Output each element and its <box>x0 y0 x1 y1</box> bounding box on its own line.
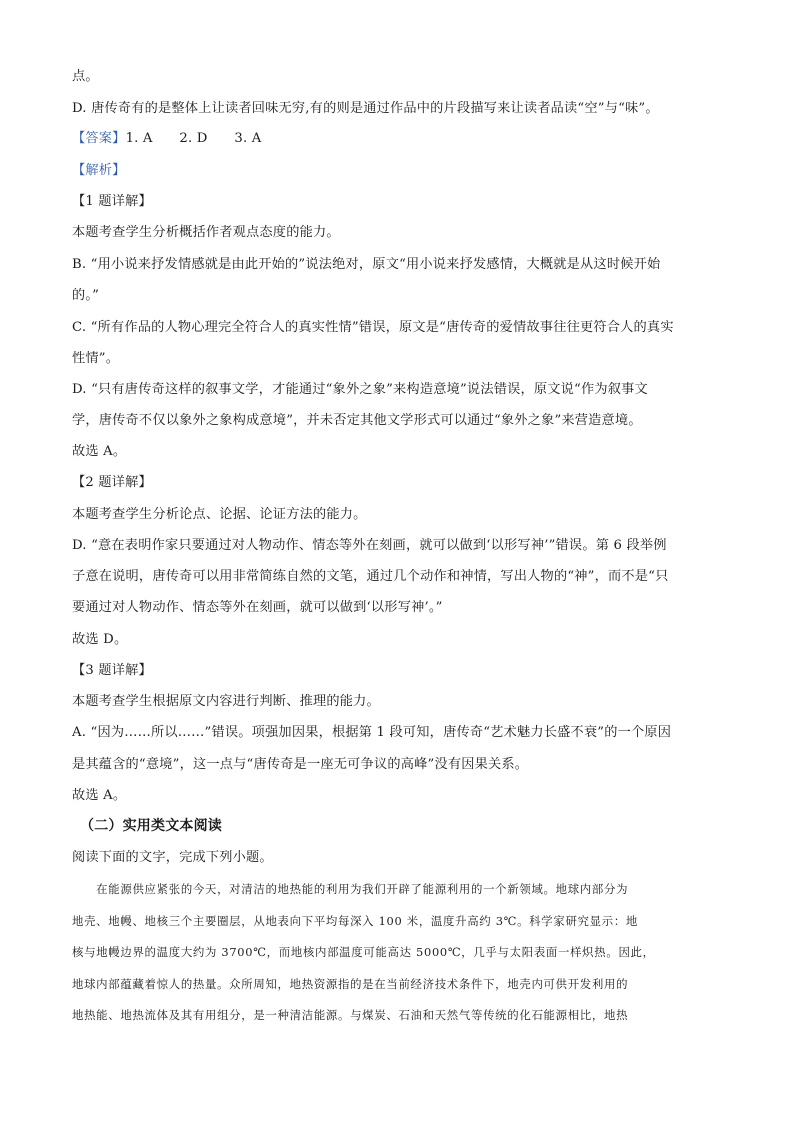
text-line: 故选 D。 <box>72 632 128 647</box>
text-line: 故选 A。 <box>72 444 127 459</box>
analysis-heading: 【解析】 <box>72 163 126 178</box>
instruction-line: 阅读下面的文字，完成下列小题。 <box>72 850 273 865</box>
passage-line: 地球内部蕴藏着惊人的热量。众所周知，地热资源指的是在当前经济技术条件下，地壳内可供开发利用的 <box>72 977 629 991</box>
text-line: C. “所有作品的人物心理完全符合人的真实性情”错误，原文是“唐传奇的爱情故事往往更符合人的真实 <box>72 320 674 335</box>
text-line: 本题考查学生根据原文内容进行判断、推理的能力。 <box>72 694 380 709</box>
passage-line: 地热能、地热流体及其有用组分，是一种清洁能源。与煤炭、石油和天然气等传统的化石能源相比，地热 <box>72 1008 629 1022</box>
text-line: D. “只有唐传奇这样的叙事文学，才能通过“象外之象”来构造意境”说法错误，原文说“作为叙事文 <box>72 382 648 397</box>
text-line: 是其蕴含的“意境”，这一点与“唐传奇是一座无可争议的高峰”没有因果关系。 <box>72 757 529 772</box>
passage-line: 核与地幔边界的温度大约为 3700℃，而地核内部温度可能高达 5000℃，几乎与太阳表面一样炽热。因此， <box>72 945 655 959</box>
text-line: 的。” <box>72 288 100 303</box>
passage-line: 地壳、地幔、地核三个主要圈层，从地表向下平均每深入 100 米，温度升高约 3℃。科学家研究显示：地 <box>72 914 639 928</box>
passage-line: 在能源供应紧张的今天，对清洁的地热能的利用为我们开辟了能源利用的一个新领域。地球内部分为 <box>72 882 629 896</box>
answer-tag: 【答案】 <box>72 131 126 146</box>
text-line: 要通过对人物动作、情态等外在刻画，就可以做到‘以形写神’。” <box>72 600 443 615</box>
text-line: 本题考查学生分析论点、论据、论证方法的能力。 <box>72 507 367 522</box>
q1-heading: 【1 题详解】 <box>72 194 152 209</box>
section-heading: （二）实用类文本阅读 <box>80 818 222 834</box>
text-line: 故选 A。 <box>72 788 127 803</box>
option-d-line: D. 唐传奇有的是整体上让读者回味无穷,有的则是通过作品中的片段描写来让读者品读“空”与“味”。 <box>72 101 659 116</box>
answer-line <box>72 130 722 148</box>
text-line: D. “意在表明作家只要通过对人物动作、情态等外在刻画，就可以做到‘以形写神’”错误。第 6 段举例 <box>72 538 667 553</box>
answer-values: 1. A 2. D 3. A <box>125 131 262 146</box>
text-line: 本题考查学生分析概括作者观点态度的能力。 <box>72 225 340 240</box>
text-line: B. “用小说来抒发情感就是由此开始的”说法绝对，原文“用小说来抒发感情，大概就是从这时候开始 <box>72 257 661 272</box>
q2-heading: 【2 题详解】 <box>72 475 152 490</box>
text-line: 点。 <box>72 69 99 84</box>
q3-heading: 【3 题详解】 <box>72 663 152 678</box>
text-line: 子意在说明，唐传奇可以用非常简练自然的文笔，通过几个动作和神情，写出人物的“神”，而不是“只 <box>72 569 669 584</box>
text-line: 性情”。 <box>72 351 120 366</box>
text-line: 学，唐传奇不仅以象外之象构成意境”，并未否定其他文学形式可以通过“象外之象”来营造意境。 <box>72 413 642 428</box>
text-line: A. “因为……所以……”错误。项强加因果，根据第 1 段可知，唐传奇“艺术魅力长盛不衰”的一个原因 <box>72 725 672 740</box>
